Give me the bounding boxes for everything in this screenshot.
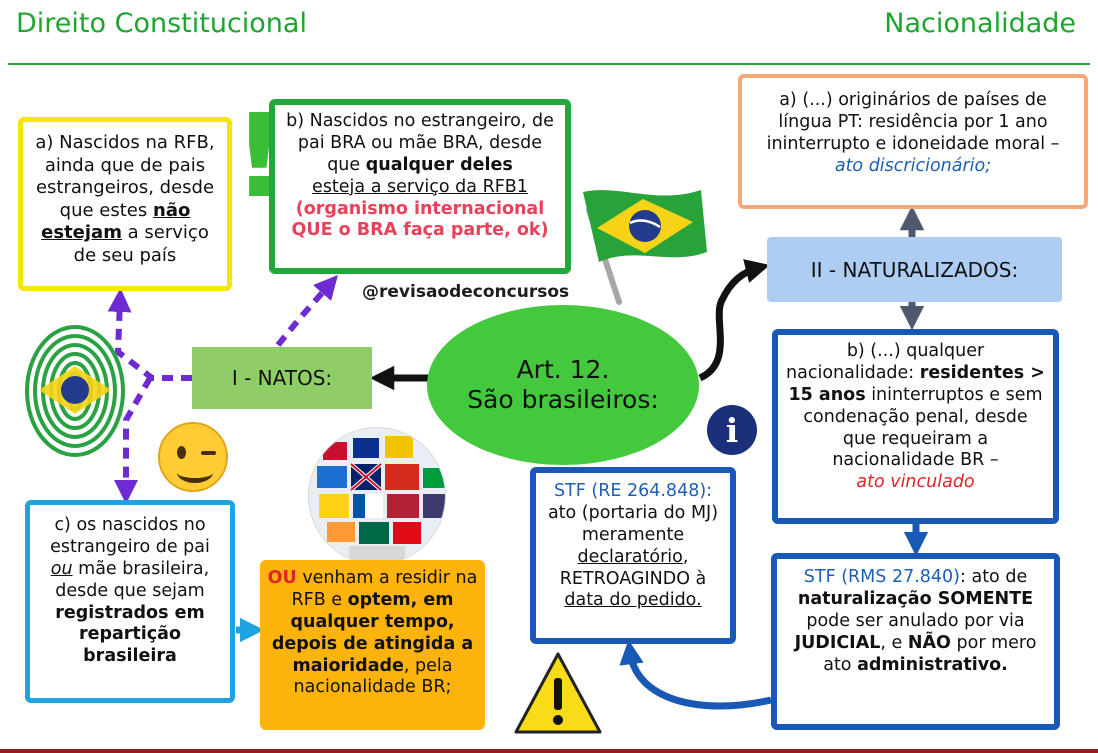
naturalizados-node: II - NATURALIZADOS: [767,237,1062,302]
natos-b-text-3: esteja a serviço da RFB1 [312,176,528,197]
nat-a-text-3: ato discricionário; [834,155,992,176]
stf-re-box [530,467,736,644]
natos-c-text-3: mãe brasileira, desde que sejam [55,558,210,601]
header-right-title: Nacionalidade [884,8,1076,39]
stf-rms-title: STF (RMS 27.840) [803,567,961,587]
naturalizados-item-b-box [772,329,1059,524]
natos-a-text-3: a serviço de seu país [73,222,209,266]
stf-rms-text-4: JUDICIAL [794,632,881,653]
brazil-flag-icon [575,170,715,310]
stf-rms-text-1: : ato de [960,567,1028,587]
social-handle: @revisaodeconcursos [362,282,570,302]
natos-b-text-2: qualquer deles [365,154,513,175]
ou-text-2: venham a residir na RFB e [291,568,478,610]
nat-b-text-2: residentes > 15 anos [788,362,1045,405]
article-subtitle: São brasileiros: [467,385,659,414]
stf-rms-box [771,553,1060,730]
ou-text-3: optem, em qualquer tempo, depois de atingida a maioridade [271,589,474,676]
nat-b-text-3: ininterruptos e sem condenação penal, desde que requeiram a nacionalidade BR – [803,384,1043,471]
natos-item-c-box [25,500,235,703]
stf-re-text-4: data do pedido. [564,590,702,611]
stf-re-title: STF (RE 264.848): [553,481,713,501]
stf-rms-text-6: NÃO [907,632,951,653]
nat-a-text-2: – [1045,133,1060,154]
dashed-natos-to-b [278,284,330,345]
natos-b-text-4: (organismo internacional QUE o BRA faça parte, ok) [291,198,549,241]
stf-rms-text-7: por mero ato [823,632,1037,675]
article-ellipse [427,305,699,465]
natos-a-text-2: não estejam [41,199,191,243]
ou-text-1: OU [267,568,297,588]
info-icon: i [707,405,757,455]
warning-icon [512,648,604,738]
stf-rms-text-3: pode ser anulado por via [806,610,1025,631]
stf-rms-text-8: administrativo. [857,654,1008,675]
natos-node: I - NATOS: [192,347,372,409]
article-title: Art. 12. [516,355,610,384]
natos-c-text-4: registrados em repartição brasileira [55,602,205,667]
stf-rms-text-2: naturalização SOMENTE [797,588,1034,609]
natos-c-text-2: ou [50,558,73,579]
fingerprint-icon [18,318,133,463]
exclamation-icon: ! [233,90,286,224]
natos-optional-residence-box [260,560,485,730]
footer-divider [0,749,1098,753]
natos-b-text-1: b) Nascidos no estrangeiro, de pai BRA ou mãe BRA, desde que [286,111,554,175]
wink-emoji-icon [158,422,228,492]
nat-b-text-1: b) (...) qualquer nacionalidade: [786,341,985,383]
arrow-rms-to-re [630,652,771,706]
nat-b-text-4: ato vinculado [856,472,975,493]
stf-re-text-1: ato (portaria do MJ) meramente [547,502,719,545]
header-left-title: Direito Constitucional [16,8,307,39]
natos-c-text-1: c) os nascidos no estrangeiro de pai [50,515,210,557]
stf-re-text-3: , RETROAGINDO à [559,546,707,589]
stf-re-text-2: declaratório [577,546,683,567]
naturalizados-item-a-box [738,74,1088,209]
ou-text-4: , pela nacionalidade BR; [293,655,453,698]
globe-icon [308,427,446,565]
stf-rms-text-5: , e [880,632,908,653]
natos-item-a-box [18,117,232,291]
natos-item-b-box [269,99,571,274]
nat-a-text-1: a) (...) originários de países de língua PT: residência por 1 ano ininterrupto e idoneidade moral [766,90,1048,154]
natos-a-text-1: a) Nascidos na RFB, ainda que de pais estrangeiros, desde que estes [35,132,215,221]
